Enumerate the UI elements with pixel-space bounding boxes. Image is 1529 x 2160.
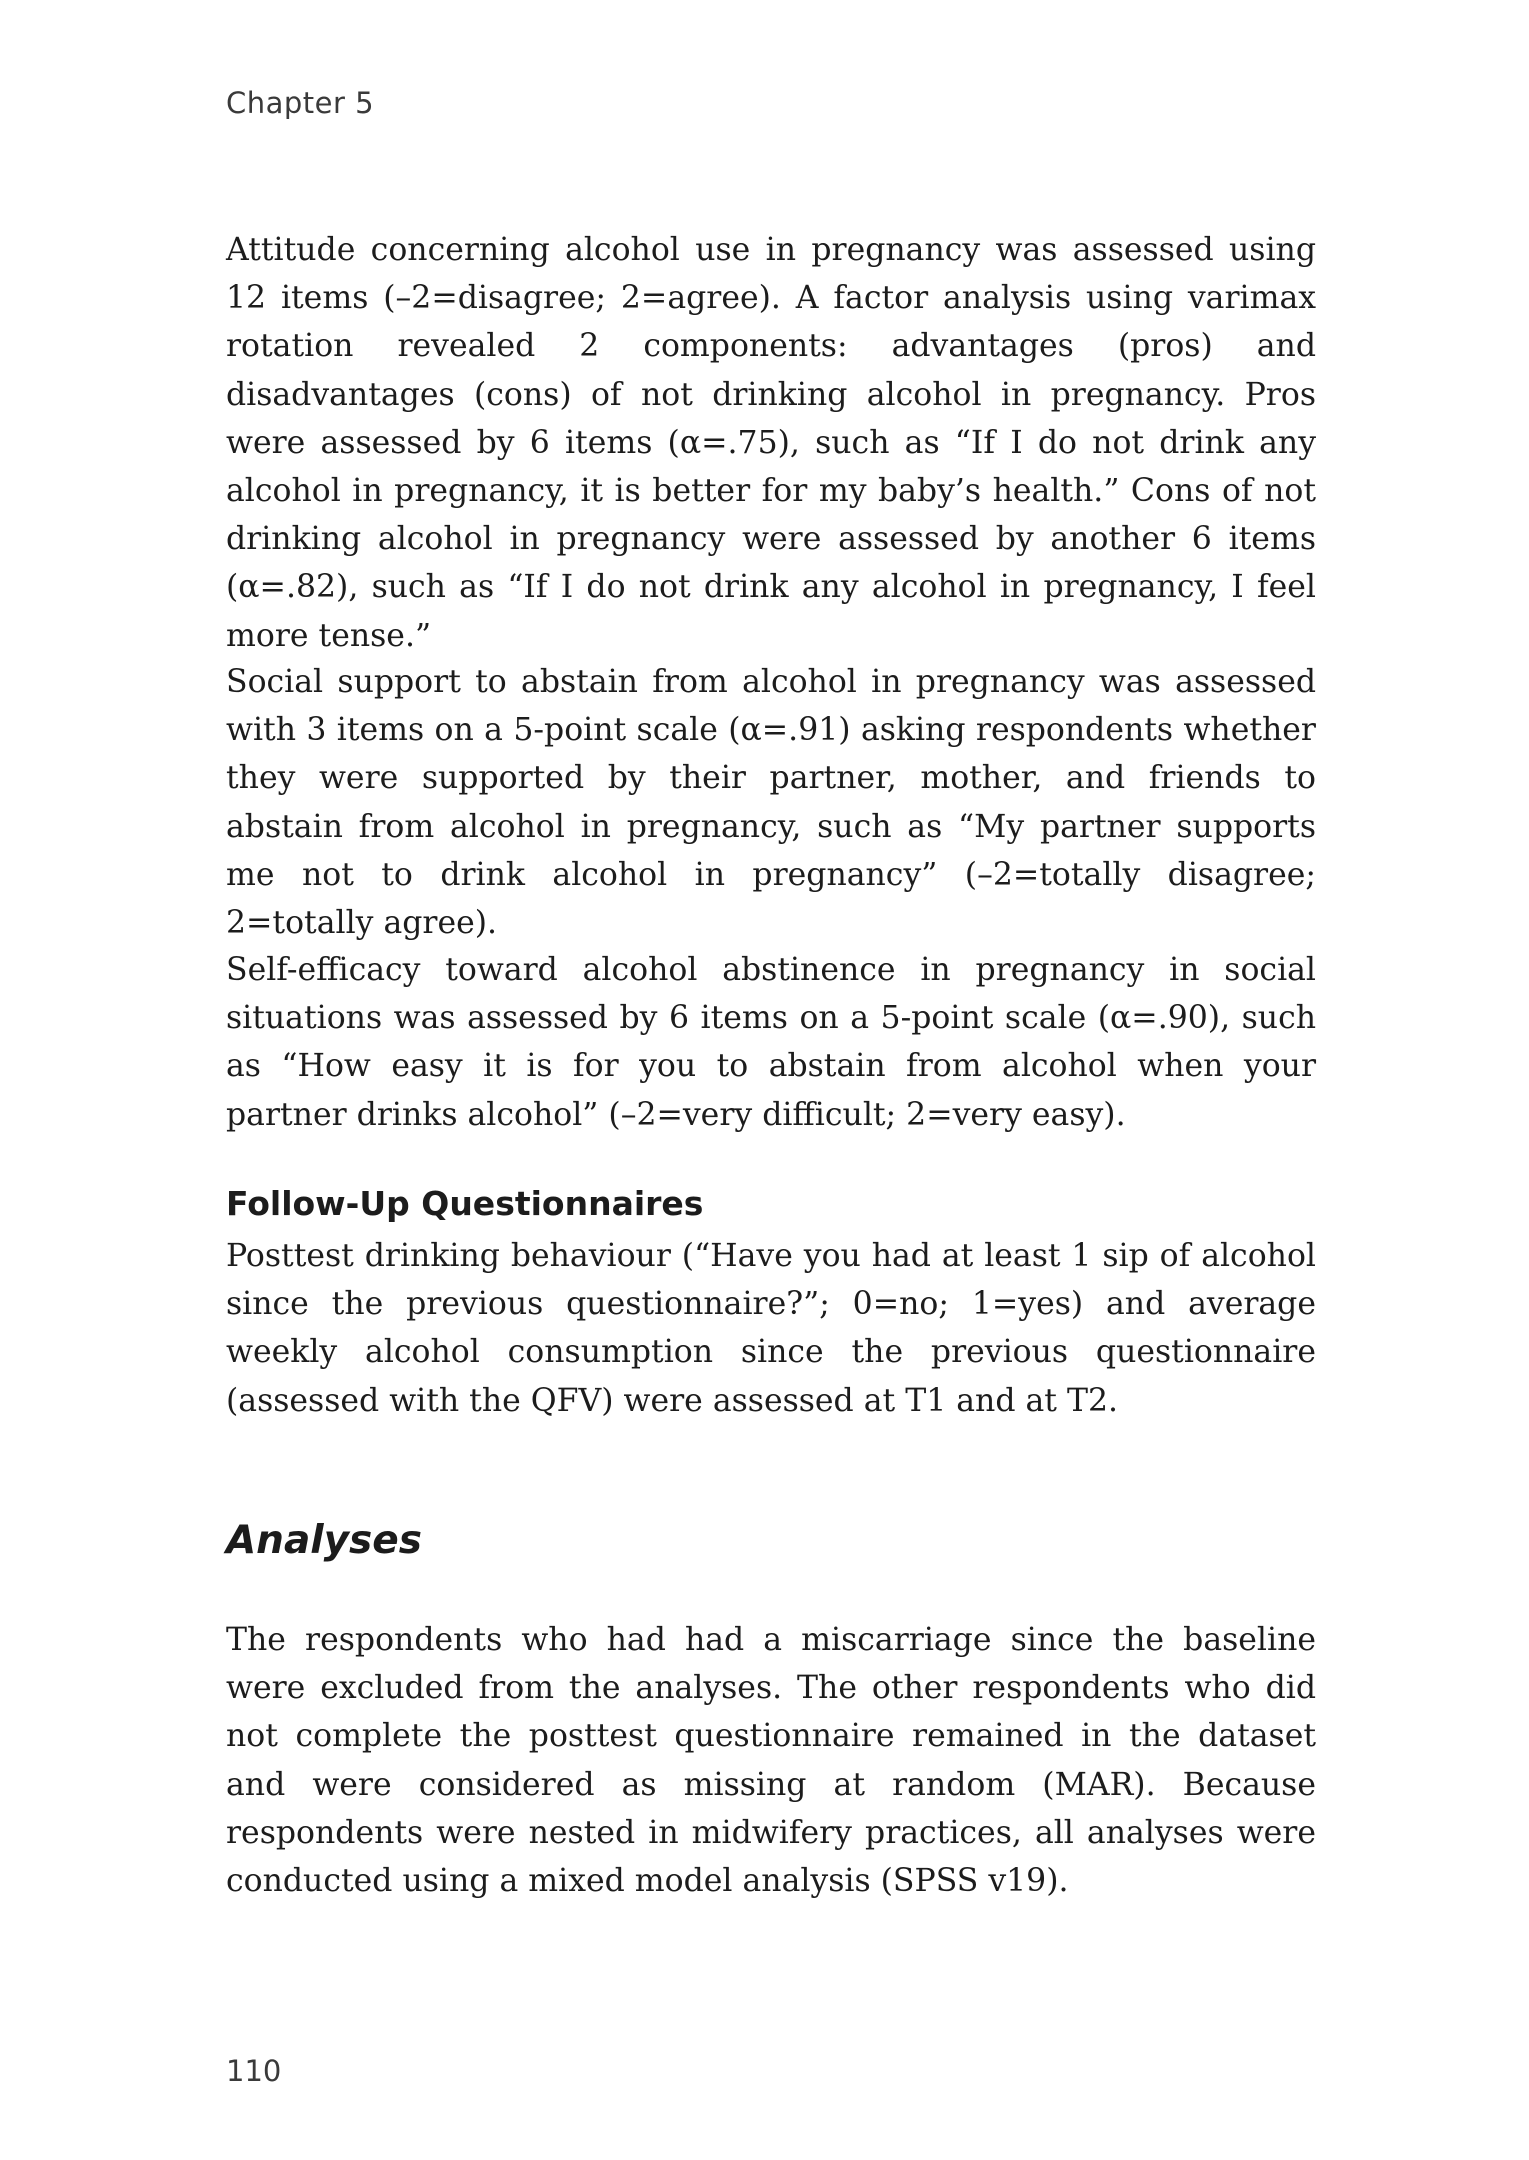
paragraph-follow-up: Posttest drinking behaviour (“Have you had at least 1 sip of alcohol since the previous questionnaire?”; 0=no; 1=yes) and average weekly alcohol consumption since the previous questionnaire (assessed with the QFV) were assessed at T1 and at T2. bbox=[226, 1238, 1316, 1419]
page-number: 110 bbox=[226, 2054, 282, 2088]
section-heading-analyses: Analyses bbox=[226, 1518, 422, 1563]
subheading-follow-up-questionnaires: Follow-Up Questionnaires bbox=[226, 1184, 704, 1223]
running-head: Chapter 5 bbox=[226, 86, 375, 120]
paragraph-social-support: Social support to abstain from alcohol in pregnancy was assessed with 3 items on a 5-point scale (α=.91) asking respondents whether they were supported by their partner, mother, and friends to abstain from alcohol in pregnancy, such as “My partner supports me not to drink alcohol in pregnancy” (–2=totally disagree; 2=totally agree). bbox=[226, 664, 1316, 942]
paragraph-self-efficacy: Self-efficacy toward alcohol abstinence in pregnancy in social situations was assessed by 6 items on a 5-point scale (α=.90), such as “How easy it is for you to abstain from alcohol when your partner drinks alcohol” (–2=very difficult; 2=very easy). bbox=[226, 952, 1316, 1133]
paragraph-analyses: The respondents who had had a miscarriage since the baseline were excluded from the analyses. The other respondents who did not complete the posttest questionnaire remained in the dataset and were considered as missing at random (MAR). Because respondents were nested in midwifery practices, all analyses were conducted using a mixed model analysis (SPSS v19). bbox=[226, 1622, 1316, 1900]
paragraph-attitude: Attitude concerning alcohol use in pregnancy was assessed using 12 items (–2=disagree; 2=agree). A factor analysis using varimax rotation revealed 2 components: advantages (pros) and disadvantages (cons) of not drinking alcohol in pregnancy. Pros were assessed by 6 items (α=.75), such as “If I do not drink any alcohol in pregnancy, it is better for my baby’s health.” Cons of not drinking alcohol in pregnancy were assessed by another 6 items (α=.82), such as “If I do not drink any alcohol in pregnancy, I feel more tense.” bbox=[226, 232, 1316, 654]
